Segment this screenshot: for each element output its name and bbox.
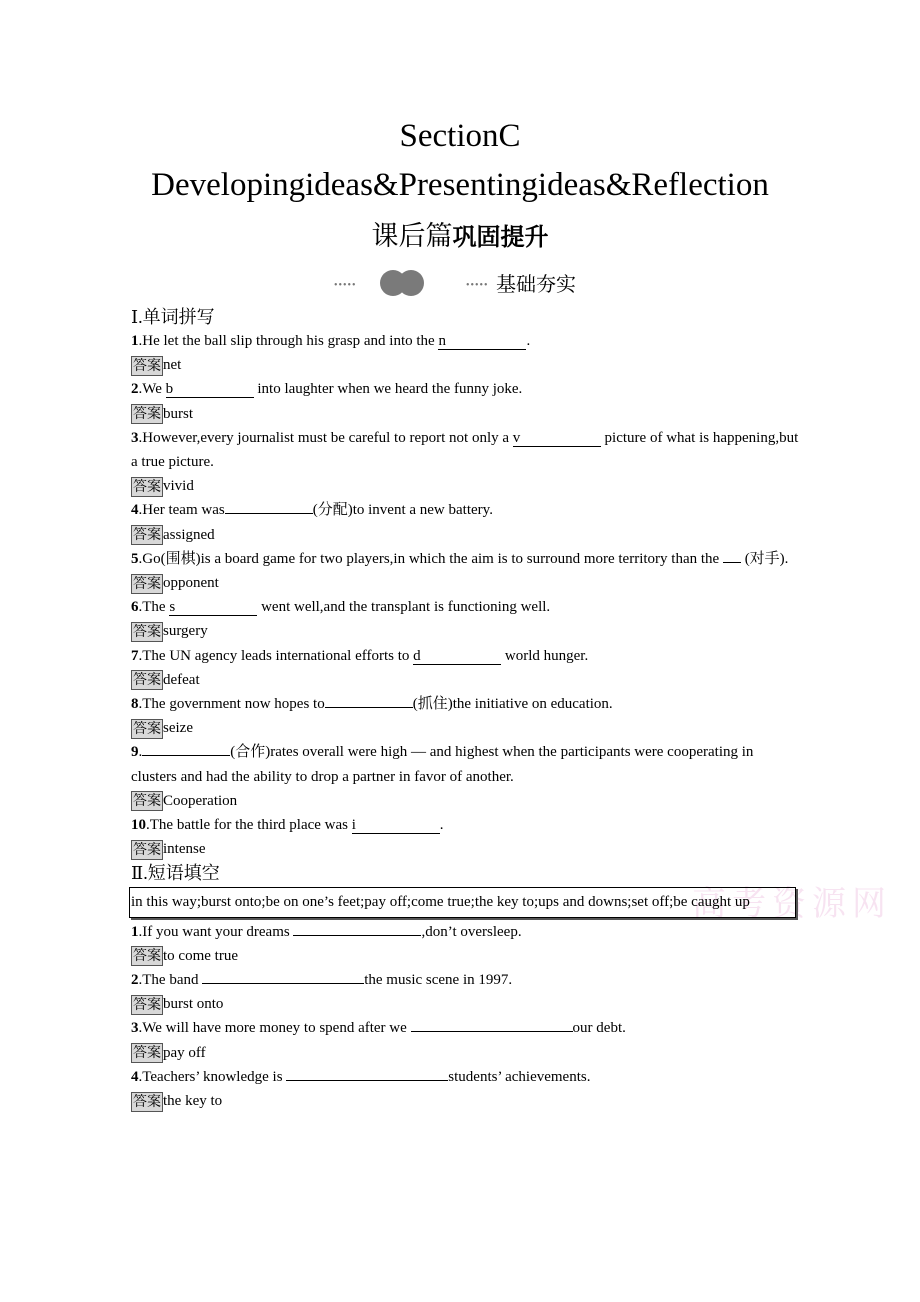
answer-text: Cooperation: [163, 792, 238, 809]
answer-badge: 答案: [133, 1093, 161, 1110]
answer-line: [131, 402, 801, 426]
question-text: the music scene in 1997.: [364, 972, 513, 989]
answer-text: opponent: [163, 575, 219, 592]
answer-line: [131, 944, 801, 968]
question: 1.If you want your dreams ,don’t oversleep.: [131, 923, 522, 940]
answer-text: vivid: [163, 478, 194, 495]
question-text: students’ achievements.: [448, 1068, 591, 1085]
question-text: our debt.: [572, 1020, 626, 1037]
question-number: 10: [131, 817, 146, 834]
answer-blank[interactable]: [293, 935, 421, 936]
question-number: 3: [131, 429, 139, 446]
question: 3.However,every journalist must be careful to report not only a v picture of what is happening,but a true picture.: [131, 429, 799, 471]
question-text: We: [142, 381, 166, 398]
dots-decoration: •••••: [466, 280, 489, 291]
lesson-title: Developingideas&Presentingideas&Reflection: [151, 167, 769, 203]
question: 8.The government now hopes to (抓住)the initiative on education.: [131, 696, 613, 713]
exercise-title-bold: 巩固提升: [452, 223, 549, 251]
answer-text: net: [163, 357, 182, 374]
answer-blank[interactable]: [225, 513, 313, 514]
question-text: .: [439, 817, 444, 834]
answer-badge: 答案: [133, 841, 161, 858]
question-number: 8: [131, 696, 139, 713]
question-text: (抓住)the initiative on education.: [412, 696, 613, 713]
answer-line: [131, 571, 801, 595]
answer-text: the key to: [163, 1093, 223, 1110]
answer-badge: 答案: [133, 996, 161, 1013]
answer-text: burst onto: [163, 996, 224, 1013]
answer-blank[interactable]: [202, 983, 364, 984]
circle-icon: [398, 270, 424, 296]
answer-blank[interactable]: b: [166, 382, 254, 398]
question-text: The: [142, 599, 170, 616]
dots-decoration: •••••: [334, 280, 357, 291]
answer-blank[interactable]: [723, 562, 741, 563]
answer-badge: 答案: [133, 406, 161, 423]
answer-blank[interactable]: i: [352, 818, 440, 834]
answer-text: surgery: [163, 623, 208, 640]
question-number: 7: [131, 647, 139, 664]
answer-badge: 答案: [133, 624, 161, 640]
answer-line: [131, 523, 801, 547]
question-number: 1: [131, 923, 139, 940]
answer-badge: 答案: [133, 575, 161, 592]
answer-blank[interactable]: d: [413, 649, 501, 665]
question: 1.He let the ball slip through his grasp and into the n .: [131, 333, 531, 349]
exercise-title: [0, 216, 920, 257]
answer-line: [131, 668, 801, 692]
answer-badge: 答案: [133, 672, 161, 689]
answer-blank[interactable]: [411, 1031, 573, 1032]
answer-badge: 答案: [133, 793, 161, 810]
answer-blank[interactable]: [142, 755, 230, 756]
question-text: The government now hopes to: [142, 696, 325, 713]
question-number: 5: [131, 550, 139, 567]
answer-text: seize: [163, 720, 193, 737]
answer-text: assigned: [163, 526, 215, 543]
answer-line: [131, 474, 801, 498]
answer-text: pay off: [163, 1044, 206, 1061]
answer-blank[interactable]: v: [513, 431, 601, 447]
question-text: Her team was: [142, 502, 225, 519]
question-number: 6: [131, 599, 139, 616]
answer-text: burst: [163, 405, 193, 422]
question-text: The UN agency leads international efforts to: [142, 647, 414, 664]
answer-line: [131, 1041, 801, 1065]
answer-blank[interactable]: s: [169, 600, 257, 616]
answer-blank[interactable]: n: [438, 334, 526, 350]
section2-heading: Ⅱ.短语填空: [131, 863, 220, 884]
question-text: into laughter when we heard the funny joke.: [253, 381, 523, 398]
answer-badge: 答案: [133, 357, 161, 374]
level-banner: [334, 264, 594, 300]
answer-blank[interactable]: [325, 707, 413, 708]
banner-label: 基础夯实: [496, 274, 576, 296]
answer-line: [131, 837, 801, 861]
answer-text: intense: [163, 841, 206, 858]
answer-text: defeat: [163, 671, 200, 688]
answer-blank[interactable]: [286, 1080, 448, 1081]
question-text: If you want your dreams: [142, 923, 294, 940]
question-text: Teachers’ knowledge is: [142, 1068, 287, 1085]
answer-line: [131, 353, 801, 377]
question: 2.We b into laughter when we heard the funny joke.: [131, 381, 523, 398]
question: 10.The battle for the third place was i .: [131, 817, 444, 834]
answer-line: [131, 1089, 801, 1113]
answer-line: [131, 619, 801, 643]
question-number: 3: [131, 1020, 139, 1037]
question-number: 2: [131, 972, 139, 989]
question-text: The battle for the third place was: [149, 817, 352, 834]
answer-line: [131, 789, 801, 813]
section1-heading: Ⅰ.单词拼写: [131, 307, 215, 327]
question-text: We will have more money to spend after we: [142, 1020, 411, 1037]
question: 4.Her team was (分配)to invent a new battery.: [131, 502, 493, 519]
question-number: 9: [131, 744, 139, 761]
section1-items: [131, 329, 801, 861]
question-text: picture of what is happening,but a true picture.: [131, 429, 799, 471]
exercise-content: [131, 305, 801, 1113]
section2-items: [131, 920, 801, 1114]
question: 4.Teachers’ knowledge is students’ achievements.: [131, 1068, 591, 1085]
question-text: He let the ball slip through his grasp and into the: [142, 333, 439, 349]
question-text: world hunger.: [501, 647, 589, 664]
question-text: went well,and the transplant is functioning well.: [257, 599, 551, 616]
watermark: 高考资源网: [692, 884, 892, 924]
question: 9. (合作)rates overall were high — and highest when the participants were cooperating in clusters and had the ability to drop a partner in favor of another.: [131, 744, 754, 785]
answer-line: [131, 716, 801, 740]
section-title: SectionC: [399, 118, 521, 154]
question-text: (分配)to invent a new battery.: [312, 502, 493, 519]
answer-badge: 答案: [133, 720, 161, 737]
question-text: Go(围棋)is a board game for two players,in which the aim is to surround more territory than the: [142, 550, 723, 567]
answer-badge: 答案: [133, 478, 161, 495]
answer-badge: 答案: [133, 1045, 161, 1062]
answer-text: to come true: [163, 947, 238, 964]
question: 6.The s went well,and the transplant is functioning well.: [131, 599, 551, 616]
question-number: 4: [131, 1068, 139, 1085]
question-number: 4: [131, 502, 139, 519]
question-text: The band: [142, 972, 203, 989]
answer-line: [131, 992, 801, 1016]
question: 5.Go(围棋)is a board game for two players,in which the aim is to surround more territory than the (对手).: [131, 550, 789, 567]
exercise-title-normal: 课后篇: [371, 221, 453, 251]
question-text: (对手).: [740, 550, 789, 567]
question-number: 1: [131, 333, 139, 349]
question: 2.The band the music scene in 1997.: [131, 972, 513, 989]
question: 3.We will have more money to spend after we our debt.: [131, 1020, 626, 1037]
answer-badge: 答案: [133, 948, 161, 965]
question: 7.The UN agency leads international efforts to d world hunger.: [131, 647, 589, 664]
question-text: .: [526, 333, 531, 349]
question-text: ,don’t oversleep.: [421, 923, 522, 940]
answer-badge: 答案: [133, 527, 161, 544]
question-text: (合作)rates overall were high — and highest when the participants were cooperating in clusters and had the ability to drop a partner in favor of another.: [131, 744, 754, 785]
question-text: However,every journalist must be careful to report not only a: [142, 429, 513, 446]
word-box: in this way;burst onto;be on one’s feet;pay off;come true;the key to;ups and downs;set off;be caught up: [129, 887, 796, 917]
question-number: 2: [131, 381, 139, 398]
